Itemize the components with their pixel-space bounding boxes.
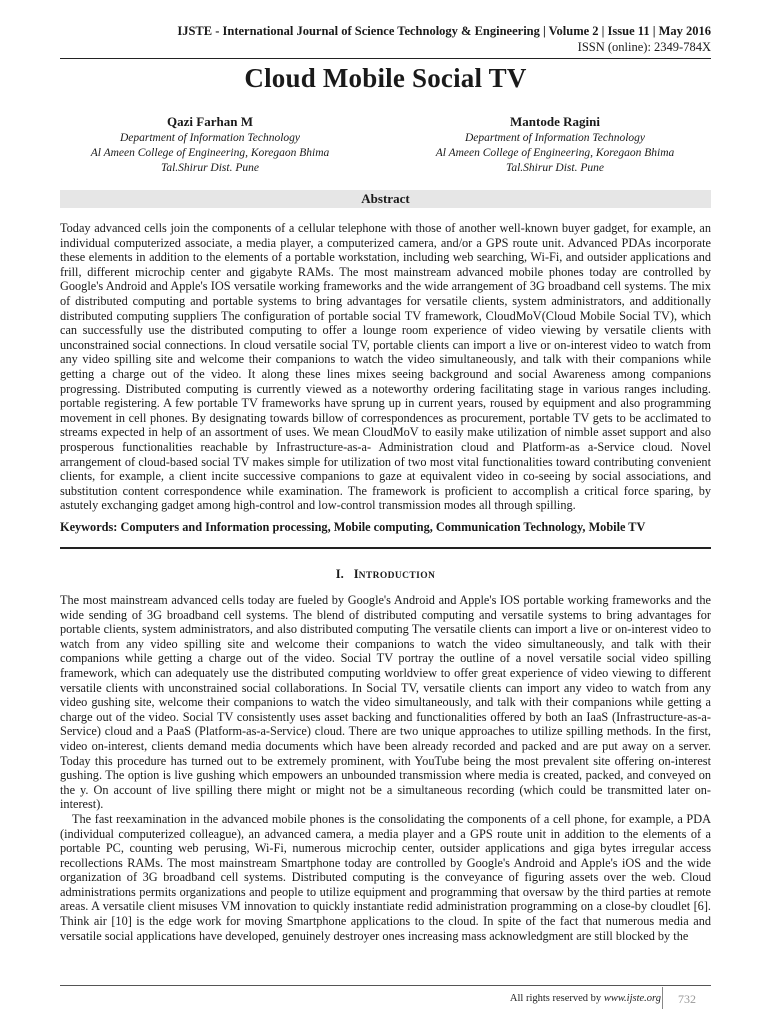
journal-link[interactable]: www.ijste.org [603,993,661,1004]
page-number: 732 [662,987,711,1009]
issn-line: ISSN (online): 2349-784X [577,40,711,54]
section-heading-initial: I [353,567,359,581]
author-location: Tal.Shirur Dist. Pune [506,162,604,174]
paper-title: Cloud Mobile Social TV [244,63,527,93]
author-block-2 [405,113,705,176]
header-divider [60,58,711,59]
author-location: Tal.Shirur Dist. Pune [161,162,259,174]
page-footer [60,985,711,1015]
abstract-heading: Abstract [60,190,711,208]
keywords: Keywords: Computers and Information processing, Mobile computing, Communication Technology, Mobile TV [60,520,646,534]
abstract-divider [60,547,711,549]
author-name: Mantode Ragini [510,114,600,129]
abstract-text: Today advanced cells join the components of a cellular telephone with those of another well-known buyer gadget, for example, an individual computerized associate, a media player, a computerized camera, and/or a GPS route unit. Advanced PDAs incorporate these elements in addition to the elements of a portable workstation, including web searching, Wi-Fi, and outsider applications and frill, different microchip center and gigabyte RAMs. The most mainstream advanced mobile phones today are controlled by Google's Android and Apple's IOS versatile working frameworks and the wide arrangement of 3G broadband cell systems. The mix of distributed computing and portable systems to bring advantages for versatile clients, system administrators, and additionally distributed computing suppliers The configuration of portable social TV framework, CloudMoV(Cloud Mobile Social TV), which can successfully use the distributed computing to offer a lounge room experience of video viewing by versatile clients with unconstrained social connections. In cloud versatile social TV, portable clients can import a live or on-interest video to watch from any video spilling site and welcome their companions to watch the video simultaneously, and talk with their companions while getting a charge out of the video. It along these lines mixes seeing background and social Awareness among companions progressing. Distributed computing is currently viewed as a noteworthy ordering facilitating stage in various ranges including. portable registering. A few portable TV frameworks have sprung up in current years, roused by equipment and also programming movement in cell phones. By designating towards billow of correspondences as procurement, portable TV gets to be acclimated to streams expected in help of an assortment of uses. We mean CloudMoV to easily make utilization of nimble asset support and also prosperous functionalities reachable by Infrastructure-as-a- Administration cloud and Platform-as a-Service cloud. Novel arrangement of cloud-based social TV makes simple for utilization of two most vital functionalities toward contributing convenient clients, for example, a client incite successive companions to gaze at equivalent video in co-seeing by social associations, and substitution content correspondence while examination. The framework is proficient to accomplish a critical force sparing, by astutely exchanging gadget among high-control and low-control transmission modes all through spilling. [60,221,711,513]
footer-divider [60,985,711,986]
author-department: Department of Information Technology [464,132,646,144]
author-block-1 [60,113,360,176]
footer-rights [510,993,661,1004]
journal-header: IJSTE - International Journal of Science Technology & Engineering | Volume 2 | Issue 11 | May 2016 [177,24,711,38]
author-college: Al Ameen College of Engineering, Koregaon Bhima [435,147,675,159]
section-heading-rest: NTRODUCTION [358,571,436,581]
paper-page [60,0,711,1024]
paragraph: The fast reexamination in the advanced mobile phones is the consolidating the components of a cell phone, for example, a PDA (individual computerized colleague), an advanced camera, a media player and a GPS route unit in addition to the elements of a portable PC, counting web perusing, Wi-Fi, numerous microchip center, outsider applications and giga bytes irregular access recollections RAMs. The most mainstream Smartphone today are controlled by Google's Android and Apple's iOS and the wide organization of 3G broadband cell systems. Distributed computing is the conveyance of figuring assets over the web. Cloud administrations permits organizations and people to utilize equipment and programming that oversaw by the third parties at remote areas. A versatile client misuses VM innovation to quickly instantiate redid administration programming on a close-by cloudlet [6]. Think air [10] is the edge work for moving Smartphone applications to the cloud. In spite of the fact that numerous media and versatile social applications have developed, genuinely destroyer ones increasing mass acknowledgment are still blocked by the [60,811,711,943]
section-number: I. [335,567,344,581]
author-department: Department of Information Technology [119,132,301,144]
paragraph: The most mainstream advanced cells today are fueled by Google's Android and Apple's IOS portable working frameworks and the wide sending of 3G broadband cell systems. The blend of distributed computing and versatile systems to bring advantages for portable clients, system administrators, and also distributed computing The versatile clients can import a live or on-interest video to watch from any video spilling site and welcome their companions to watch the video simultaneously, and talk with their companions while getting a charge out of the video. Social TV portray the outline of a novel versatile social video spilling framework, which can adequately use the distributed computing worldview to offer great experience of video viewing to different versatile clients with unconstrained social collaborations. In Social TV, versatile clients can import any video to watch from any video gushing site, welcome their companions to watch the video simultaneously, and talk with their companions while getting a charge out of the video. Social TV consistently uses asset backing and functionalities offered by both an IaaS (Infrastructure-as-a-Service) cloud and a PaaS (Platform-as-a-Service) cloud. There are two unique approaches to utilize spilling methods. In the first, video on-interest, clients demand media documents which have been already recorded and packed and are put away on a server. Today this procedure has turned out to be extremely prominent, with YouTube being the most prevalent site offering on-interest gushing. The option is live gushing which empowers an unbounded transmission where media is created, packed, and conveyed on the y. On account of live spilling there might or might not be a simultaneous recording (which could be transmitted later on-interest). [60,593,711,812]
author-college: Al Ameen College of Engineering, Koregaon Bhima [90,147,330,159]
rights-text: All rights reserved by [509,993,602,1004]
section-heading-introduction [60,567,711,582]
author-name: Qazi Farhan M [167,114,253,129]
introduction-body [60,593,711,943]
